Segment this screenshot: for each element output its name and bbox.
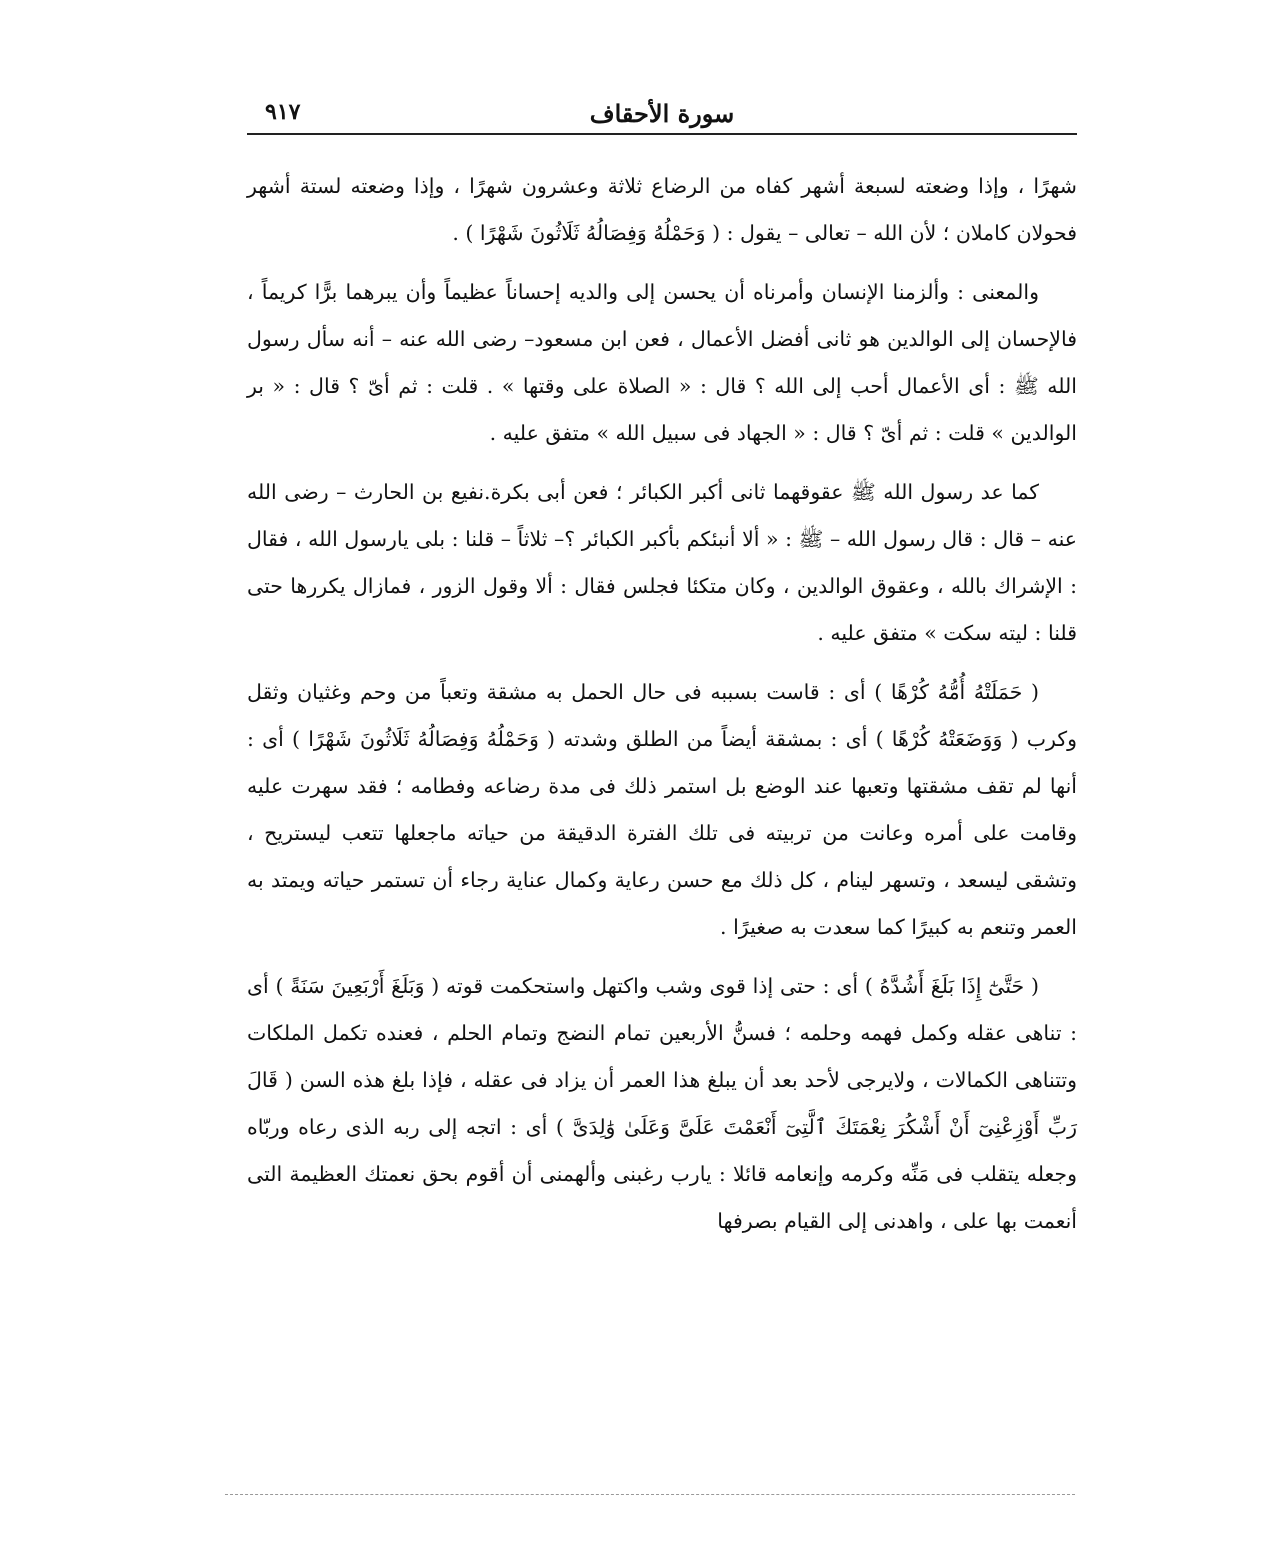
paragraph-meaning: والمعنى : وألزمنا الإنسان وأمرناه أن يحسن إلى والديه إحساناً عظيماً وأن يبرهما برًّا كريماً ، فالإحسان إلى الوالدين هو ثانى أفضل الأعمال ، فعن ابن مسعود– رضى الله عنه – أنه سأل رسول الله ﷺ : أى الأعمال أحب إلى الله ؟ قال : « الصلاة على وقتها » . قلت : ثم أىّ ؟ قال : « بر الوالدين » قلت : ثم أىّ ؟ قال : « الجهاد فى سبيل الله » متفق عليه . [247,280,1077,445]
paragraph-continuation: شهرًا ، وإذا وضعته لسبعة أشهر كفاه من الرضاع ثلاثة وعشرون شهرًا ، وإذا وضعته لستة أشهر فحولان كاملان ؛ لأن الله – تعالى – يقول : ( وَحَمْلُهُ وَفِصَالُهُ ثَلَاثُونَ شَهْرًا ) . [247,174,1077,245]
paragraph-maturity: ( حَتَّىٰٓ إِذَا بَلَغَ أَشُدَّهُ ) أى : حتى إذا قوى وشب واكتهل واستحكمت قوته ( وَبَلَغَ أَرْبَعِينَ سَنَةً ) أى : تناهى عقله وكمل فهمه وحلمه ؛ فسنُّ الأربعين تمام النضج وتمام الحلم ، فعنده تكمل الملكات وتتناهى الكمالات ، ولايرجى لأحد بعد أن يبلغ هذا العمر أن يزاد فى عقله ، فإذا بلغ هذه السن ( قَالَ رَبِّ أَوْزِعْنِىٓ أَنْ أَشْكُرَ نِعْمَتَكَ ٱلَّتِىٓ أَنْعَمْتَ عَلَىَّ وَعَلَىٰ وَٰلِدَىَّ ) أى : اتجه إلى ربه الذى رعاه وربّاه وجعله يتقلب فى مَنِّه وكرمه وإنعامه قائلا : يارب رغبنى وألهمنى أن أقوم بحق نعمتك العظيمة التى أنعمت بها على ، واهدنى إلى القيام بصرفها [247,974,1077,1233]
surah-title: سورة الأحقاف [589,99,735,128]
page-number: ٩١٧ [265,99,301,125]
book-page [247,95,1077,1505]
bottom-divider [225,1494,1075,1495]
page-body [247,163,1077,1245]
paragraph-mother-hardship: ( حَمَلَتْهُ أُمُّهُ كُرْهًا ) أى : قاست بسببه فى حال الحمل به مشقة وتعباً من وحم وغثيان وثقل وكرب ( وَوَضَعَتْهُ كُرْهًا ) أى : بمشقة أيضاً من الطلق وشدته ( وَحَمْلُهُ وَفِصَالُهُ ثَلَاثُونَ شَهْرًا ) أى : أنها لم تقف مشقتها وتعبها عند الوضع بل استمر ذلك فى مدة رضاعه وفطامه ؛ فقد سهرت عليه وقامت على أمره وعانت من تربيته فى تلك الفترة الدقيقة من حياته ماجعلها تتعب ليستريح ، وتشقى ليسعد ، وتسهر لينام ، كل ذلك مع حسن رعاية وكمال عناية رجاء أن تستمر حياته ويمتد به العمر وتنعم به كبيرًا كما سعدت به صغيرًا . [247,680,1077,939]
page-header [247,95,1077,135]
paragraph-major-sins: كما عد رسول الله ﷺ عقوقهما ثانى أكبر الكبائر ؛ فعن أبى بكرة.نفيع بن الحارث – رضى الله عنه – قال : قال رسول الله – ﷺ : « ألا أنبئكم بأكبر الكبائر ؟– ثلاثاً – قلنا : بلى يارسول الله ، فقال : الإشراك بالله ، وعقوق الوالدين ، وكان متكئا فجلس فقال : ألا وقول الزور ، فمازال يكررها حتى قلنا : ليته سكت » متفق عليه . [247,480,1077,645]
